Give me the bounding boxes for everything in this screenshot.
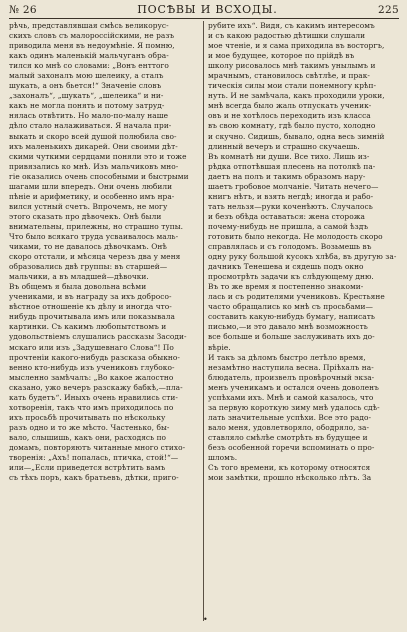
text-line: длинный вечеръ и страшно скучаешь. xyxy=(208,141,360,151)
text-line: венно кто-нибудь изъ учениковъ глубоко- xyxy=(9,362,175,372)
text-line: вало, слышишь, какъ они, расходясь по xyxy=(9,432,167,442)
text-line: мскаго или изъ „Задушевнаго Слова“! По xyxy=(9,342,174,352)
issue-number: № 26 xyxy=(9,4,37,16)
text-line: книгъ нѣтъ, и взять негдѣ; иногда и рабо- xyxy=(208,191,374,201)
text-line: чиками, то не давалось дѣвочкамъ. Онѣ xyxy=(9,242,167,252)
text-line: шаетъ гробовое молчаніе. Читать нечего— xyxy=(208,181,379,191)
text-line: даетъ на полъ и такимъ образомъ нару- xyxy=(208,171,366,181)
text-line: сказано, ужо вечеръ разскажу бабкѣ,—пла- xyxy=(9,382,183,392)
text-line: овъ и не хотѣлось переходить изъ класса xyxy=(208,111,371,121)
text-line: картинки. Съ какимъ любопытствомъ и xyxy=(9,322,167,332)
text-line: незамѣтно наступила весна. Пріѣхалъ на- xyxy=(208,362,374,372)
text-line: этого сказать про дѣвочекъ. Онѣ были xyxy=(9,211,162,221)
text-line: мысленно замѣчалъ: „Во какое жалостно xyxy=(9,372,174,382)
text-line: вало меня, удовлетворяло, ободряло, за- xyxy=(208,422,370,432)
text-line: и съ какою радостью дѣтишки слушали xyxy=(208,31,366,41)
text-line: шломъ. xyxy=(208,453,238,463)
text-line: рубите ихъ“. Видя, съ какимъ интересомъ xyxy=(208,21,375,30)
text-line: Въ комнатѣ ни души. Все тихо. Лишь из- xyxy=(208,151,370,161)
text-line: менъ ученикамъ и остался очень доволенъ xyxy=(208,382,379,392)
text-line: успѣхами ихъ. Мнѣ и самой казалось, что xyxy=(208,392,374,402)
text-line: и мое будущее, которое по прійдѣ въ xyxy=(208,51,355,61)
text-line: ихъ просьбѣ прочитывать по нѣскольку xyxy=(9,412,166,422)
text-line: тился ко мнѣ со словами: „Вонъ енттого xyxy=(9,61,169,71)
text-line: учениками, и въ награду за ихъ добросо- xyxy=(9,292,172,302)
text-line: мое чтеніе, и я сама приходила въ восторгъ, xyxy=(208,41,385,51)
text-line: просмотрѣть задачи къ слѣдующему дню. xyxy=(208,272,374,282)
text-line: образовались двѣ группы: въ старшей— xyxy=(9,262,168,272)
text-line: И такъ за дѣломъ быстро летѣло время, xyxy=(208,352,366,362)
running-head xyxy=(9,3,399,17)
text-line: Въ то же время я постепенно знакоми- xyxy=(208,282,364,292)
text-columns xyxy=(9,21,399,621)
text-line: ихъ маленькихъ дикарей. Они своими дѣт- xyxy=(9,141,178,151)
text-line: за первую короткую зиму мнѣ удалось сдѣ- xyxy=(208,402,380,412)
text-line: вился устный счетъ. Впрочемъ, не могу xyxy=(9,201,168,211)
text-line: вѣстное отношеніе къ дѣлу и иногда что- xyxy=(9,302,172,312)
text-line: одну руку большой кусокъ хлѣба, въ другую за- xyxy=(208,252,397,262)
text-line: тическія силы мои стали понемногу крѣп- xyxy=(208,81,377,91)
text-line: внимательны, прилежны, но страшно тупы. xyxy=(9,221,184,231)
text-line: тать нельзя—руки коченѣютъ. Случалось xyxy=(208,201,373,211)
text-line: пѣніе и арифметику, и особенно имъ нра- xyxy=(9,191,175,201)
text-line: справлялась и съ голодомъ. Возьмешь въ xyxy=(208,242,372,252)
text-line: мнѣ всегда было жаль отпускать ученик- xyxy=(208,101,372,111)
text-line: письмо,—и это давало мнѣ возможность xyxy=(208,322,368,332)
text-line: въ свою комнату, гдѣ было пусто, холодно xyxy=(208,121,376,131)
text-line: нуть. И не замѣчала, какъ проходили уроки, xyxy=(208,91,385,101)
header-rule xyxy=(9,18,399,19)
text-line: мальчики, а въ младшей—дѣвочки. xyxy=(9,272,149,282)
text-line: какъ не могла понять и потому затруд- xyxy=(9,101,165,111)
text-line: какъ одинъ маленькій мальчуганъ обра- xyxy=(9,51,169,61)
text-line: ставляло смѣлѣе смотрѣть въ будущее и xyxy=(208,432,368,442)
text-line: блюдатель, произвелъ провѣрочный экза- xyxy=(208,372,375,382)
text-line: дачникъ Тенешева и сядешь подъ окно xyxy=(208,262,364,272)
page-number: 225 xyxy=(378,4,399,16)
text-line: почему-нибудь не пришла, а самой ѣздъ xyxy=(208,221,369,231)
text-line: удовольствіемъ слушались рассказы Засоди- xyxy=(9,332,187,342)
text-line: Съ того времени, къ которому относятся xyxy=(208,463,371,473)
text-line: мои замѣтки, прошло нѣсколько лѣтъ. За xyxy=(208,473,372,483)
text-line: нибудь прочитывала имъ или показывала xyxy=(9,312,175,322)
text-line: и безъ обѣда оставаться: жена сторожа xyxy=(208,211,366,221)
text-line: нялась отвѣтить. Но мало-по-малу наше xyxy=(9,111,169,121)
text-line: все больше и больше заслуживать ихъ до- xyxy=(208,332,375,342)
text-line: безъ особенной горечи вспоминать о про- xyxy=(208,442,375,452)
footer-mark: • xyxy=(203,615,208,624)
text-line: шагами шли впередъ. Они очень любили xyxy=(9,181,173,191)
text-line: хотворенія, такъ что имъ приходилось по xyxy=(9,402,174,412)
text-line: или—„Если приведется встрѣтить вамъ xyxy=(9,463,166,473)
text-line: составить какую-нибудь бумагу, написать xyxy=(208,312,375,322)
text-line: домамъ, повторяютъ читанные много стихо- xyxy=(9,442,186,452)
text-line: творенія: „Ахъ! попалась, птичка, стой!“— xyxy=(9,453,179,463)
text-line: выкать и скоро всей душой полюбила сво- xyxy=(9,131,177,141)
text-line: скими чуткими сердцами поняли это и тоже xyxy=(9,151,187,161)
text-line: шукать, а онъ бьется!“ Значеніе словъ xyxy=(9,81,162,91)
text-line: „захоналъ“, „шукать“, „шелеика“ и ни- xyxy=(9,91,164,101)
text-line: Что было всякаго труда усваивалось маль- xyxy=(9,231,179,241)
text-line: разъ одно и то же мѣсто. Частенько, бы- xyxy=(9,422,170,432)
text-line: готовить было некогда. Не молодость скоро xyxy=(208,231,383,241)
text-line: мрачнымъ, становилось свѣтлѣе, и прак- xyxy=(208,71,370,81)
text-line: рѣчь, представлявшая смѣсь великорус- xyxy=(9,21,169,30)
journal-title: ПОСѢВЫ И ВСХОДЫ. xyxy=(137,3,278,16)
text-line: малый захоналъ мою шелеику, а сталъ xyxy=(9,71,164,81)
text-line: скоро отстали, и мѣсяца черезъ два у меня xyxy=(9,252,181,262)
text-line: часто обращались ко мнѣ съ просьбами— xyxy=(208,302,373,312)
left-column xyxy=(9,21,203,621)
text-line: лать значительные успѣхи. Все это радо- xyxy=(208,412,372,422)
text-line: скихъ словъ съ малороссійскими, не разъ xyxy=(9,31,175,41)
text-line: кать будетъ“. Иныхъ очень нравились сти- xyxy=(9,392,178,402)
text-line: съ тѣхъ поръ, какъ братьевъ, дѣтки, приго- xyxy=(9,473,179,483)
text-line: Въ общемъ я была довольна всѣми xyxy=(9,282,147,292)
text-line: лась и съ родителями учениковъ. Крестьяне xyxy=(208,292,385,302)
text-line: прочтеніи какого-нибудь разсказа обыкно- xyxy=(9,352,180,362)
text-line: гіе оказались очень способными и быстрыми xyxy=(9,171,189,181)
text-line: вѣріе. xyxy=(208,342,231,352)
text-line: приводила меня въ недоумѣніе. Я помню, xyxy=(9,41,175,51)
text-line: рѣдка отпотѣвшая плесень на потолкѣ па- xyxy=(208,161,376,171)
text-line: дѣло стало налаживаться. Я начала при- xyxy=(9,121,172,131)
text-line: привязались ко мнѣ. Изъ мальчиковъ мно- xyxy=(9,161,179,171)
text-line: школу рисовалось мнѣ такимъ унылымъ и xyxy=(208,61,376,71)
right-column xyxy=(204,21,399,621)
text-line: и скучно. Сидишь, бывало, одна весь зимній xyxy=(208,131,385,141)
